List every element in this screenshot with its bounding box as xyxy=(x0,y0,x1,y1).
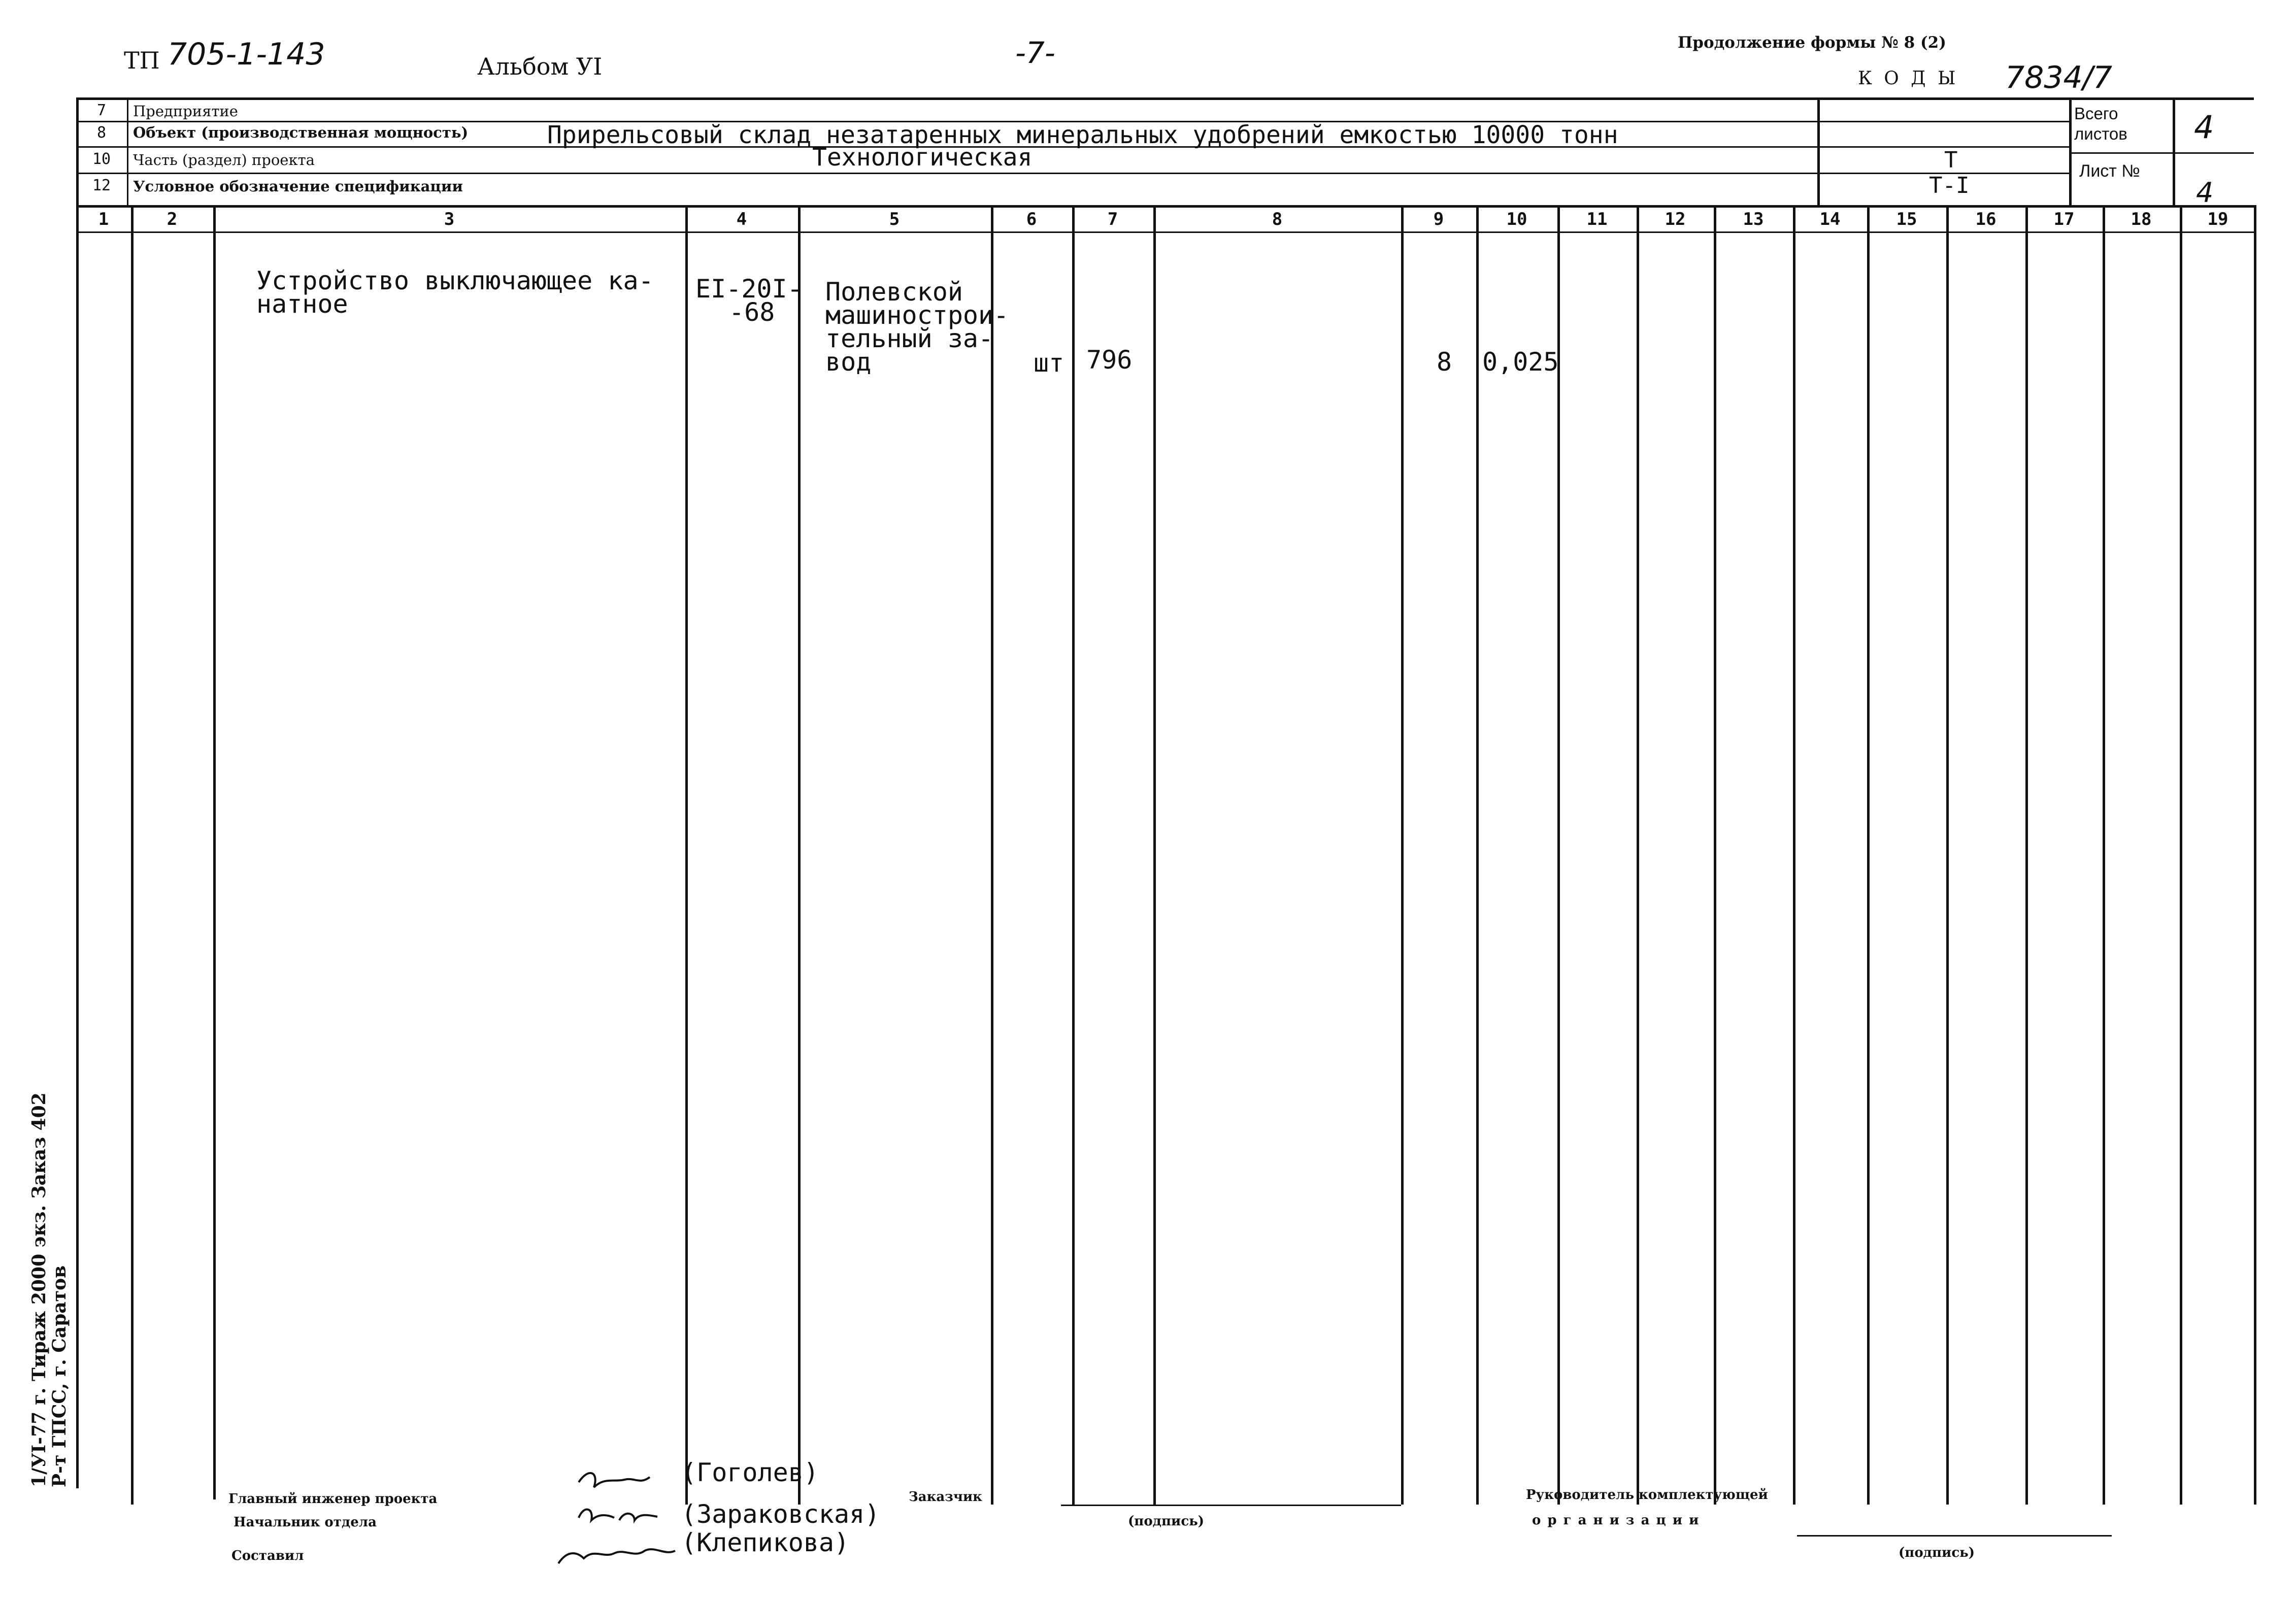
signatures-image xyxy=(548,1457,701,1579)
item-maker-line-3: тельный за- xyxy=(825,324,994,353)
right-border xyxy=(2254,205,2256,1505)
col-header-13: 13 xyxy=(1743,209,1764,229)
info-num-divider xyxy=(127,97,128,205)
item-weight: 0,025 xyxy=(1482,347,1559,377)
info-label-part: Часть (раздел) проекта xyxy=(133,151,315,169)
item-maker-line-2: машинострои- xyxy=(825,301,1009,330)
sheet-number-value: 4 xyxy=(2196,177,2214,209)
sheet-box-middle xyxy=(2069,152,2254,154)
customer-signature-line xyxy=(1061,1505,1401,1506)
item-name-line-2: натное xyxy=(256,289,348,319)
supplier-head-label-2: о р г а н и з а ц и и xyxy=(1532,1513,1700,1528)
col-header-4: 4 xyxy=(736,209,747,229)
info-num-10: 10 xyxy=(92,150,111,168)
info-label-enterprise: Предприятие xyxy=(133,103,238,120)
info-line-12 xyxy=(76,173,2071,174)
col-line-7 xyxy=(1072,205,1075,1505)
customer-label: Заказчик xyxy=(909,1489,982,1505)
col-header-12: 12 xyxy=(1665,209,1686,229)
supplier-head-label-1: Руководитель комплектующей xyxy=(1526,1487,1768,1503)
page-number: -7- xyxy=(1015,36,1055,70)
supplier-signature-caption: (подпись) xyxy=(1899,1545,1975,1560)
col-header-14: 14 xyxy=(1819,209,1841,229)
col-line-9 xyxy=(1401,205,1404,1505)
item-type-line-1: ЕI-20I- xyxy=(695,274,803,304)
col-header-10: 10 xyxy=(1506,209,1527,229)
item-maker-line-1: Полевской xyxy=(825,277,963,307)
tp-label: ТП xyxy=(124,47,160,74)
col-line-6 xyxy=(991,205,993,1505)
col-line-18 xyxy=(2103,205,2105,1505)
col-header-1: 1 xyxy=(98,209,109,229)
codes-value: 7834/7 xyxy=(2005,60,2113,95)
header-top-line xyxy=(76,205,2254,208)
col-line-3 xyxy=(213,205,216,1499)
col-line-4 xyxy=(685,205,688,1505)
left-border xyxy=(76,97,79,1488)
col-header-19: 19 xyxy=(2207,209,2228,229)
col-line-13 xyxy=(1714,205,1716,1505)
col-header-16: 16 xyxy=(1975,209,1996,229)
dept-head-label: Начальник отдела xyxy=(234,1515,377,1530)
total-sheets-value: 4 xyxy=(2194,109,2214,146)
col-line-12 xyxy=(1637,205,1639,1505)
info-num-7: 7 xyxy=(96,102,107,119)
print-info-line-2: Р-т ГПСС, г. Саратов xyxy=(49,1265,70,1487)
sheet-box-left xyxy=(2069,97,2072,205)
codes-label: К О Д Ы xyxy=(1858,68,1959,89)
col-line-5 xyxy=(798,205,801,1505)
col-line-8 xyxy=(1153,205,1156,1505)
album-label: Альбом УI xyxy=(477,53,603,80)
chief-engineer-label: Главный инженер проекта xyxy=(228,1491,438,1507)
code-part: Т xyxy=(1944,147,1958,173)
header-bottom-line xyxy=(76,231,2254,233)
sheet-number-label: Лист № xyxy=(2079,161,2140,181)
form-continuation: Продолжение формы № 8 (2) xyxy=(1678,34,1946,52)
print-info-line-1: 1/УI-77 г. Тираж 2000 экз. Заказ 402 xyxy=(28,1092,50,1487)
code-spec: Т-I xyxy=(1929,173,1970,198)
info-value-object: Прирельсовый склад незатаренных минеральных удобрений емкостью 10000 тонн xyxy=(547,121,1618,149)
col-header-6: 6 xyxy=(1026,209,1037,229)
item-maker-line-4: вод xyxy=(825,347,872,377)
col-header-7: 7 xyxy=(1107,209,1118,229)
total-sheets-label: Всего листов xyxy=(2074,104,2127,143)
col-header-18: 18 xyxy=(2131,209,2152,229)
codes-divider xyxy=(1817,97,1820,205)
col-header-9: 9 xyxy=(1433,209,1444,229)
col-line-14 xyxy=(1793,205,1795,1505)
dept-head-name: (Зараковская) xyxy=(681,1499,880,1529)
item-quantity: 8 xyxy=(1437,347,1452,377)
compiled-label: Составил xyxy=(231,1548,304,1563)
item-name-line-1: Устройство выключающее ка- xyxy=(256,266,654,295)
col-line-10 xyxy=(1476,205,1479,1505)
col-header-5: 5 xyxy=(889,209,900,229)
col-line-15 xyxy=(1867,205,1870,1505)
info-num-12: 12 xyxy=(92,177,111,194)
chief-engineer-name: (Гоголев) xyxy=(681,1458,819,1487)
col-header-8: 8 xyxy=(1272,209,1283,229)
col-line-17 xyxy=(2025,205,2028,1505)
compiled-name: (Клепикова) xyxy=(681,1528,850,1557)
col-header-2: 2 xyxy=(167,209,178,229)
item-unit: шт xyxy=(1034,348,1064,378)
info-top-line xyxy=(76,97,2071,100)
col-line-19 xyxy=(2180,205,2182,1505)
sheet-box-mid xyxy=(2173,97,2175,205)
sheet-box-top xyxy=(2069,97,2254,100)
info-num-8: 8 xyxy=(96,124,107,142)
item-type-line-2: -68 xyxy=(729,297,775,327)
col-line-16 xyxy=(1946,205,1949,1505)
col-header-11: 11 xyxy=(1586,209,1608,229)
col-line-2 xyxy=(131,205,134,1505)
customer-signature-caption: (подпись) xyxy=(1128,1514,1205,1529)
col-header-17: 17 xyxy=(2053,209,2075,229)
col-header-15: 15 xyxy=(1896,209,1917,229)
tp-number: 705-1-143 xyxy=(168,37,325,72)
supplier-signature-line xyxy=(1797,1535,2112,1537)
info-value-part: Технологическая xyxy=(812,143,1033,172)
info-label-object: Объект (производственная мощность) xyxy=(133,124,469,141)
info-label-spec: Условное обозначение спецификации xyxy=(133,178,463,195)
item-unit-code: 796 xyxy=(1086,345,1133,375)
col-header-3: 3 xyxy=(444,209,455,229)
col-line-11 xyxy=(1557,205,1560,1505)
